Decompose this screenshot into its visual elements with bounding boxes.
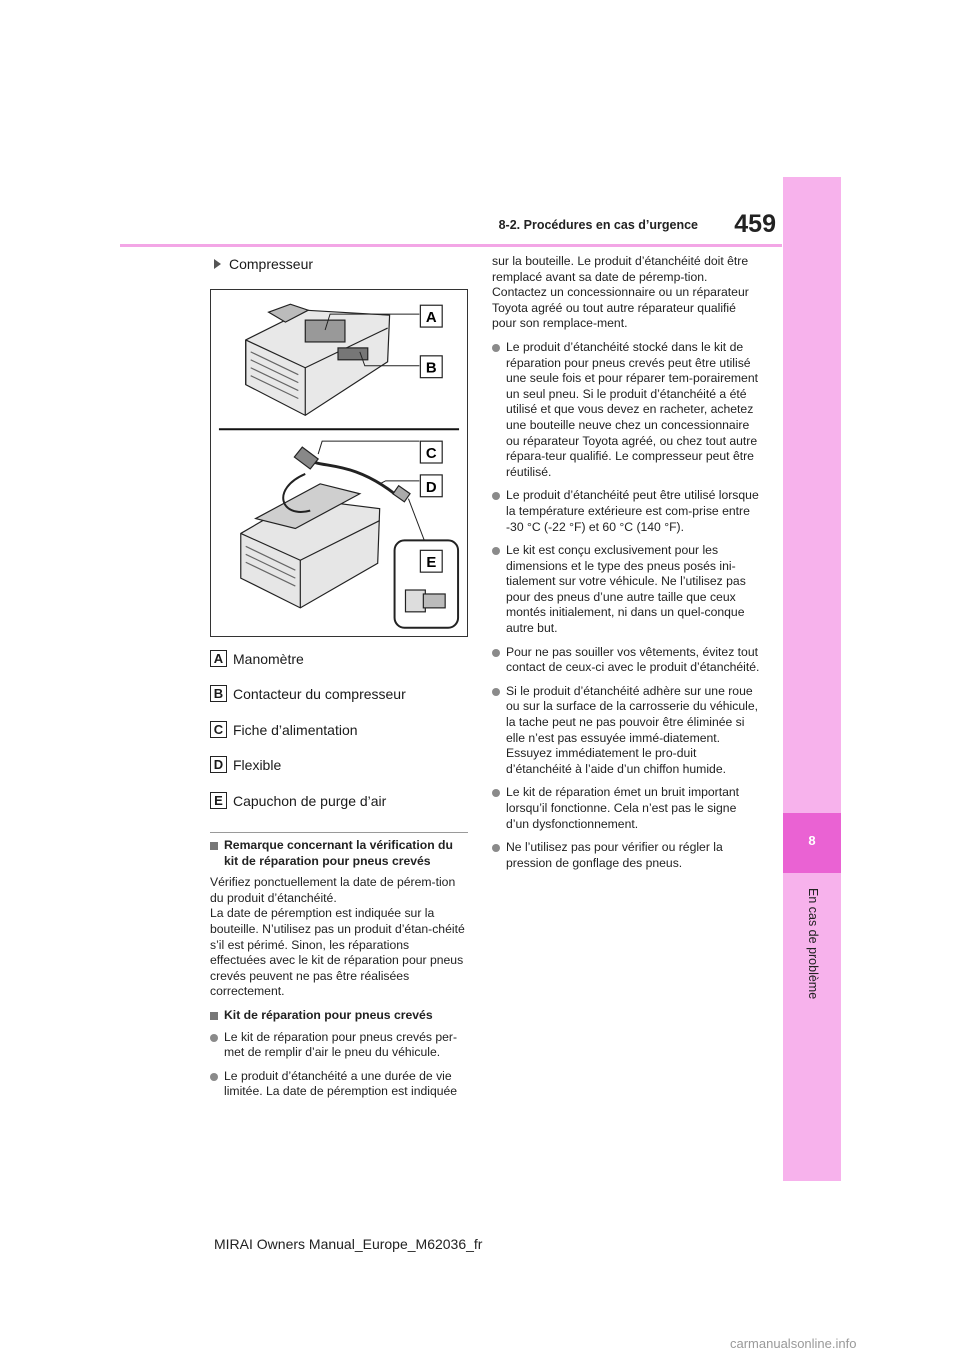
compressor-drawing [211, 290, 467, 636]
round-bullet-icon [492, 688, 500, 696]
round-bullet-icon [492, 844, 500, 852]
note-check-p1: Vérifiez ponctuellement la date de pérem-tion du produit d’étanchéité. [210, 875, 456, 905]
legend-badge-a: A [210, 650, 227, 667]
round-bullet-icon [492, 547, 500, 555]
list-item [210, 1069, 468, 1100]
list-item-text: Le kit est conçu exclusivement pour les dimensions et le type des pneus posés ini-tialement sur votre véhicule. Ne l’utilisez pas pour des pneus d’une autre taille que ceux montés initialement, ni dans un quel-conque autre but. [506, 543, 746, 636]
section-title: 8-2. Procédures en cas d’urgence [498, 218, 698, 232]
round-bullet-icon [492, 789, 500, 797]
chapter-side-strip [783, 177, 841, 1181]
list-item-text: Ne l’utilisez pas pour vérifier ou régler la pression de gonflage des pneus. [506, 840, 723, 870]
square-bullet-icon [210, 842, 218, 850]
legend-badge-c: C [210, 721, 227, 738]
list-item-text: Le produit d’étanchéité stocké dans le kit de réparation pour pneus crevés peut être utilisé une seule fois et pour réparer tem-porairement un seul pneu. Si le produit d’étanchéité a été utilisé et que vous devez en racheter, achetez une bouteille neuve chez un concessionnaire ou réparateur Toyota agréé, ou chez tout autre répara-teur qualifié. Le compresseur peut être réutilisé. [506, 339, 759, 479]
legend-text-e: Capuchon de purge d’air [233, 792, 387, 809]
footer-text: MIRAI Owners Manual_Europe_M62036_fr [214, 1236, 483, 1252]
legend-item-c [210, 721, 358, 738]
legend-item-e [210, 792, 386, 809]
list-item [492, 840, 760, 871]
callout-e: E [426, 555, 437, 572]
callout-box-b [420, 356, 442, 378]
round-bullet-icon [492, 344, 500, 352]
left-notes [210, 832, 468, 1108]
chapter-label: En cas de problème [806, 888, 820, 1000]
list-item [492, 340, 760, 480]
list-item [492, 488, 760, 535]
callout-box-a [420, 305, 442, 327]
legend-text-c: Fiche d’alimentation [233, 721, 358, 738]
legend-text-d: Flexible [233, 756, 282, 773]
right-notes [492, 254, 760, 879]
subheading-text: Compresseur [229, 256, 314, 272]
subheading [214, 256, 313, 272]
list-item [492, 645, 760, 676]
callout-a: A [425, 310, 437, 327]
list-item-text: Le produit d’étanchéité a une durée de vie limitée. La date de péremption est indiquée [224, 1068, 458, 1099]
note-check-p2: La date de péremption est indiquée sur la bouteille. N’utilisez pas un produit d’étan-chéité s’il est périmé. Sinon, les réparations effectuées avec le kit de réparation pour pneus crevés peuvent ne pas être réalisées correctement. [210, 906, 465, 999]
legend-badge-d: D [210, 756, 227, 773]
square-bullet-icon [210, 1012, 218, 1020]
note-heading-check-text: Remarque concernant la vérification du kit de réparation pour pneus crevés [224, 838, 453, 868]
note-heading-kit-text: Kit de réparation pour pneus crevés [224, 1007, 433, 1022]
compressor-illustration [210, 289, 468, 637]
legend-item-a [210, 650, 304, 667]
callout-c: C [425, 446, 437, 463]
legend-item-b [210, 685, 406, 702]
list-item-text: Le produit d’étanchéité peut être utilisé lorsque la température extérieure est com-prise entre -30 °C (-22 °F) et 60 °C (140 °F). [506, 488, 759, 534]
legend-badge-e: E [210, 792, 227, 809]
triangle-bullet-icon [214, 259, 221, 269]
round-bullet-icon [210, 1034, 218, 1042]
list-item [492, 684, 760, 778]
chapter-label-wrap [802, 888, 822, 1008]
compressor-top-view [246, 304, 390, 415]
callout-box-c [420, 441, 442, 463]
list-item-text: Le kit de réparation pour pneus crevés per-met de remplir d’air le pneu du véhicule. [224, 1029, 458, 1060]
callout-b: B [425, 360, 437, 377]
inset-leader [408, 499, 424, 541]
list-item-text: Le kit de réparation émet un bruit important lorsqu’il fonctionne. Cela n’est pas le signe d’un dysfonctionnement. [506, 785, 740, 831]
chapter-number: 8 [808, 833, 816, 848]
note-heading-check [210, 838, 468, 869]
callout-d: D [425, 479, 437, 496]
page-number: 459 [734, 210, 776, 238]
header-rule [120, 244, 782, 247]
round-bullet-icon [492, 649, 500, 657]
continuation-text: sur la bouteille. Le produit d’étanchéité doit être remplacé avant sa date de péremp-tion. Contactez un concessionnaire ou un réparateur Toyota agréé ou tout autre réparateur qualifié pour son remplace-ment. [492, 254, 749, 331]
list-item [492, 785, 760, 832]
compressor-open-view [241, 447, 410, 608]
callout-box-d [420, 475, 442, 497]
legend-item-d [210, 756, 281, 773]
round-bullet-icon [492, 492, 500, 500]
list-item-text: Si le produit d’étanchéité adhère sur une roue ou sur la surface de la carrosserie du véhicule, la tache peut ne pas pouvoir être éliminée si elle n’est pas essuyée immé-diatement. Essuyez immédiatement le pro-duit d’étanchéité à l’aide d’un chiffon humide. [506, 683, 759, 776]
legend-text-a: Manomètre [233, 650, 304, 667]
list-item [492, 543, 760, 637]
callout-box-e [420, 550, 442, 572]
round-bullet-icon [210, 1073, 218, 1081]
note-heading-kit [210, 1008, 468, 1024]
list-item [210, 1030, 468, 1061]
watermark-link[interactable]: carmanualsonline.info [730, 1336, 857, 1351]
note-rule [210, 832, 468, 833]
list-item-text: Pour ne pas souiller vos vêtements, évitez tout contact de ceux-ci avec le produit d’étanchéité. [506, 644, 760, 675]
legend-text-b: Contacteur du compresseur [233, 685, 406, 702]
legend-badge-b: B [210, 685, 227, 702]
